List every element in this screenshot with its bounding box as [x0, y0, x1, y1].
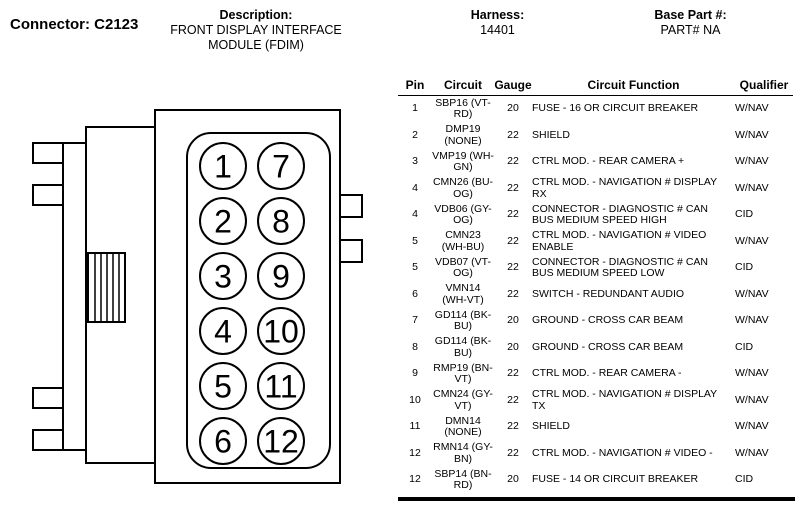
pin-cell: 12	[409, 473, 421, 486]
pin-number: 5	[214, 368, 232, 405]
mount-tab-bottom-1	[33, 388, 65, 408]
pinout-table-header	[398, 78, 793, 96]
circuit-function-cell: GROUND - CROSS CAR BEAM	[532, 340, 684, 353]
pinout-rows	[398, 96, 793, 494]
description-label: Description:	[219, 8, 293, 22]
gauge-cell: 20	[507, 473, 519, 486]
circuit-cell: GD114 (BK-BU)	[434, 308, 492, 333]
circuit-cell: RMN14 (GY-BN)	[433, 441, 493, 465]
circuit-function-cell: CTRL MOD. - REAR CAMERA +	[532, 155, 685, 168]
circuit-function-cell: FUSE - 16 OR CIRCUIT BREAKER	[532, 102, 699, 115]
table-row	[398, 202, 793, 229]
circuit-cell: SBP16 (VT-RD)	[435, 96, 491, 121]
gauge-cell: 22	[507, 181, 519, 194]
column-header-circuit: Circuit	[443, 78, 482, 92]
pin-number: 7	[272, 148, 290, 185]
column-header-function: Circuit Function	[587, 78, 680, 92]
pin-number: 11	[264, 368, 298, 405]
qualifier-cell: CID	[735, 261, 754, 274]
qualifier-cell: W/NAV	[735, 102, 769, 115]
pin-number: 1	[214, 148, 232, 185]
pin-number: 6	[214, 423, 232, 460]
circuit-function-cell: CTRL MOD. - NAVIGATION # DISPLAY RX	[532, 176, 717, 200]
qualifier-cell: W/NAV	[735, 234, 769, 247]
connector-diagram	[20, 100, 395, 500]
circuit-function-cell: CONNECTOR - DIAGNOSTIC # CAN BUS MEDIUM SPEED HIGH	[532, 202, 708, 227]
gauge-cell: 20	[507, 102, 519, 115]
harness-label: Harness:	[470, 8, 525, 22]
pin-cell: 7	[412, 314, 418, 327]
pin-cell: 1	[412, 102, 418, 115]
gauge-cell: 20	[507, 340, 519, 353]
pin-cell: 8	[412, 340, 418, 353]
qualifier-cell: W/NAV	[735, 181, 769, 194]
circuit-function-cell: SHIELD	[532, 420, 570, 433]
table-row	[398, 308, 793, 335]
circuit-function-cell: SWITCH - REDUNDANT AUDIO	[532, 287, 685, 300]
column-header-gauge: Gauge	[494, 78, 532, 92]
description-value: FRONT DISPLAY INTERFACE MODULE (FDIM)	[170, 23, 342, 52]
base-part-block	[618, 8, 763, 38]
table-row	[398, 414, 793, 441]
mount-tab-top-2	[33, 185, 65, 205]
column-header-pin: Pin	[405, 78, 425, 92]
circuit-cell: DMN14 (NONE)	[444, 414, 482, 439]
qualifier-cell: W/NAV	[735, 155, 769, 168]
harness-value: 14401	[480, 23, 515, 37]
table-row	[398, 229, 793, 256]
pin-cell: 4	[412, 208, 418, 221]
table-row	[398, 441, 793, 468]
table-row	[398, 335, 793, 362]
gauge-cell: 22	[507, 128, 519, 141]
circuit-cell: VDB07 (VT-OG)	[434, 255, 492, 280]
pin-cell: 4	[412, 181, 418, 194]
gauge-cell: 22	[507, 420, 519, 433]
circuit-function-cell: SHIELD	[532, 128, 570, 141]
harness-block	[440, 8, 555, 38]
circuit-function-cell: FUSE - 14 OR CIRCUIT BREAKER	[532, 473, 699, 486]
table-row	[398, 96, 793, 123]
circuit-cell: CMN24 (GY-VT)	[433, 388, 493, 412]
circuit-function-cell: CTRL MOD. - NAVIGATION # DISPLAY TX	[532, 388, 717, 412]
gauge-cell: 22	[507, 446, 519, 459]
qualifier-cell: CID	[735, 208, 754, 221]
gauge-cell: 22	[507, 393, 519, 406]
circuit-cell: DMP19 (NONE)	[444, 123, 482, 147]
qualifier-cell: W/NAV	[735, 314, 769, 327]
gauge-cell: 22	[507, 155, 519, 168]
pin-cell: 10	[409, 393, 421, 406]
pin-cell: 3	[412, 155, 418, 168]
table-row	[398, 467, 793, 494]
circuit-cell: VMN14 (WH-VT)	[442, 282, 484, 306]
pin-number: 3	[214, 258, 232, 295]
base-part-value: PART# NA	[660, 23, 721, 37]
circuit-cell: VMP19 (WH-GN)	[432, 149, 494, 174]
pin-number: 9	[272, 258, 290, 295]
circuit-function-cell: CTRL MOD. - NAVIGATION # VIDEO -	[532, 446, 713, 459]
gauge-cell: 22	[507, 287, 519, 300]
circuit-cell: VDB06 (GY-OG)	[434, 202, 492, 227]
pin-number: 2	[214, 203, 232, 240]
pin-cell: 2	[412, 128, 418, 141]
table-row	[398, 176, 793, 203]
qualifier-cell: CID	[735, 473, 754, 486]
circuit-cell: GD114 (BK-BU)	[434, 335, 492, 359]
circuit-cell: SBP14 (BN-RD)	[434, 467, 492, 492]
pin-number: 4	[214, 313, 232, 350]
circuit-cell: RMP19 (BN-VT)	[433, 361, 493, 386]
table-row	[398, 361, 793, 388]
circuit-function-cell: CONNECTOR - DIAGNOSTIC # CAN BUS MEDIUM SPEED LOW	[532, 255, 708, 280]
housing-outer-step	[63, 143, 88, 450]
qualifier-cell: W/NAV	[735, 287, 769, 300]
gauge-cell: 22	[507, 208, 519, 221]
pin-cell: 5	[412, 261, 418, 274]
pin-cell: 12	[409, 446, 421, 459]
pin-number: 8	[272, 203, 290, 240]
qualifier-cell: CID	[735, 340, 754, 353]
table-row	[398, 388, 793, 415]
pin-cell: 6	[412, 287, 418, 300]
circuit-cell: CMN26 (BU-OG)	[432, 176, 494, 200]
table-row	[398, 255, 793, 282]
pinout-table	[398, 78, 793, 494]
table-row	[398, 282, 793, 309]
qualifier-cell: W/NAV	[735, 367, 769, 380]
gauge-cell: 22	[507, 367, 519, 380]
connector-title: Connector: C2123	[10, 16, 139, 33]
circuit-cell: CMN23 (WH-BU)	[441, 229, 485, 253]
pin-cell: 5	[412, 234, 418, 247]
pin-cell: 9	[412, 367, 418, 380]
gauge-cell: 22	[507, 261, 519, 274]
mount-tab-top-1	[33, 143, 65, 163]
gauge-cell: 22	[507, 234, 519, 247]
table-row	[398, 123, 793, 150]
qualifier-cell: W/NAV	[735, 393, 769, 406]
pin-cell: 11	[409, 420, 421, 433]
column-header-qualifier: Qualifier	[739, 78, 789, 92]
table-bottom-rule	[398, 497, 795, 501]
base-part-label: Base Part #:	[654, 8, 727, 22]
circuit-function-cell: GROUND - CROSS CAR BEAM	[532, 314, 684, 327]
qualifier-cell: W/NAV	[735, 420, 769, 433]
description-block	[160, 8, 352, 53]
qualifier-cell: W/NAV	[735, 128, 769, 141]
gauge-cell: 20	[507, 314, 519, 327]
pin-number: 12	[263, 423, 299, 460]
qualifier-cell: W/NAV	[735, 446, 769, 459]
circuit-function-cell: CTRL MOD. - REAR CAMERA -	[532, 367, 682, 380]
circuit-function-cell: CTRL MOD. - NAVIGATION # VIDEO ENABLE	[532, 229, 707, 253]
pin-number: 10	[263, 313, 299, 350]
mount-tab-bottom-2	[33, 430, 65, 450]
table-row	[398, 149, 793, 176]
